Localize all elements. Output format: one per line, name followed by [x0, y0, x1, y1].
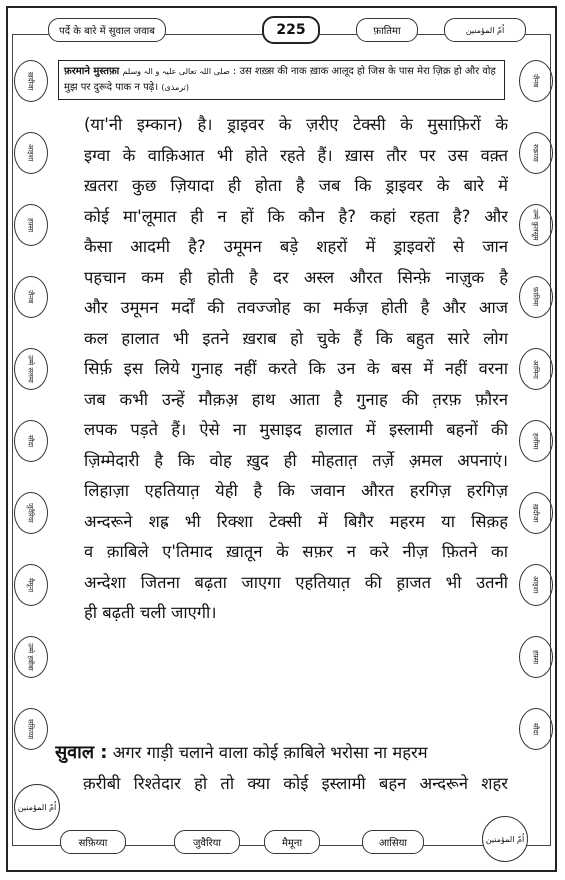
- body-line: लिहाज़ा एहतियात़ येही है कि जवान औरत हरगिज़ हरगिज़: [84, 481, 508, 500]
- top-right-tab: फ़ातिमा: [356, 18, 418, 42]
- medallion: रुक़य्या: [519, 132, 553, 174]
- bottom-bar: [17, 802, 547, 856]
- page-number: 225: [262, 16, 320, 44]
- medallion: मैमूना: [14, 564, 48, 606]
- bottom-left-corner-seal: اُمّ المؤمنین: [14, 784, 60, 830]
- body-line: सिर्फ़ इस लिये गुनाह नहीं करते कि उन के बस में नहीं वरना: [84, 359, 508, 378]
- top-corner-tab: اُمّ المؤمنین: [444, 18, 526, 42]
- question-label: सुवाल :: [55, 742, 108, 763]
- medallion: हफ़्सा: [519, 636, 553, 678]
- body-line: कोई मा'लूमात ही न हों कि कौन है? कहां रहता है? और: [84, 206, 508, 226]
- medallion: आमिना: [519, 348, 553, 390]
- left-margin-medallions: [12, 60, 48, 810]
- question-block: [55, 738, 508, 799]
- medallion: हलीमा: [519, 420, 553, 462]
- body-line: इग्वा के वाक़िआत भी होते रहते हैं। ख़ास तौर पर उस वक़्त: [84, 145, 508, 165]
- body-line: अन्दरूने शह्र भी रिक्शा टेक्सी में बिग़ैर महरम या सिक़ह: [84, 511, 508, 531]
- medallion: जुवैरिया: [14, 492, 48, 534]
- body-line: (या'नी इम्कान) है। ड्राइवर के ज़रीए टेक्सी के मुसाफ़िरों के: [84, 115, 508, 134]
- body-line: अन्देशा जितना बढ़ता जाएगा एहतियात़ की ह़ाजत भी उतनी: [84, 572, 508, 592]
- question-line-2: क़रीबी रिश्तेदार हो तो क्या कोई इस्लामी बहन अन्दरूने शहर: [83, 773, 508, 793]
- bottom-tab: आसिया: [362, 830, 424, 854]
- body-line: जब कभी उन्हें मौक़अ़ हाथ आता है गुनाह की त़रफ़ फ़ौरन: [84, 389, 508, 409]
- medallion: ज़ैनब: [14, 276, 48, 318]
- body-line: ख़तरा कुछ ज़ियादा ही होता है जब कि ड्राइवर के बारे में: [84, 176, 508, 195]
- body-text: [84, 110, 508, 629]
- header-salutation: صلی اللہ تعالی علیہ و الہ وسلم: [122, 67, 230, 76]
- book-title-tab: पर्दे के बारे में सुवाल जवाब: [48, 18, 166, 42]
- bottom-tab: मैमूना: [264, 830, 320, 854]
- medallion: फ़ातिमा: [519, 276, 553, 318]
- medallion: ज़ैनब: [519, 60, 553, 102]
- medallion: सफ़िय्या: [14, 708, 48, 750]
- body-line: कैसा आदमी है? उमूमन बड़े शहरों में ड्राइवरों से जान: [84, 237, 508, 256]
- medallion: आइशा: [14, 132, 48, 174]
- header-text: उस शख़्स की नाक ख़ाक आलूद हो जिस के पास मेरा ज़िक्र हो और वोह मुझ पर दुरूदे पाक न पढ़े।: [64, 66, 496, 93]
- body-line: व क़ाबिले ए'तिमाद ख़ातून के सफ़र न करे नीज़ फ़ितने का: [84, 542, 508, 561]
- medallion: ख़दीजा: [14, 60, 48, 102]
- right-margin-medallions: [517, 60, 553, 810]
- body-line: ही बढ़ती चली जाएगी।: [84, 603, 217, 622]
- medallion: आइशा: [519, 564, 553, 606]
- medallion: सौदा: [519, 708, 553, 750]
- question-text-1: अगर गाड़ी चलाने वाला कोई क़ाबिले भरोसा ना महरम: [112, 743, 428, 762]
- bottom-right-corner-seal: اُمّ المؤمنین: [482, 816, 528, 862]
- body-line: और उमूमन मर्दों की तवज्जोह का मर्कज़ होती है और आज: [84, 298, 508, 317]
- body-line: कल हालात भी इतने ख़राब हो चुके हैं कि बहुत सारे लोग: [84, 328, 508, 348]
- medallion: हफ़्सा: [14, 204, 48, 246]
- medallion: उम्मे कुलसूम: [519, 204, 553, 246]
- medallion: ख़दीजा: [519, 492, 553, 534]
- header-source: (ترمذی): [161, 83, 190, 92]
- body-line: लपक पड़ते हैं। ऐसे ना मुसाइद हालात में इस्लामी बहनों की: [84, 420, 508, 439]
- hadith-header-box: फ़रमाने मुस्तफ़ा صلی اللہ تعالی علیہ و الہ وسلم : उस शख़्स की नाक ख़ाक आलूद हो जिस के पास मेरा ज़िक्र हो और वोह मुझ पर दुरूदे पाक न पढ़े। (ترمذی): [58, 60, 505, 100]
- bottom-tab: सफ़िय्या: [60, 830, 126, 854]
- top-bar: [18, 18, 547, 42]
- medallion: उम्मे सलमा: [14, 348, 48, 390]
- medallion: उम्मे हबीबा: [14, 636, 48, 678]
- question-line-1: [55, 738, 508, 769]
- body-line: पहचान कम ही होती है दर अस्ल औरत सिन्फ़े नाज़ुक है: [84, 267, 508, 287]
- bottom-tab: जुवैरिया: [174, 830, 240, 854]
- body-line: ज़िम्मेदारी है कि वोह ख़ुद ही मोहतात़ तर्ज़े अ़मल अपनाएं।: [84, 450, 508, 470]
- header-label: फ़रमाने मुस्तफ़ा: [64, 66, 120, 77]
- medallion: सौदा: [14, 420, 48, 462]
